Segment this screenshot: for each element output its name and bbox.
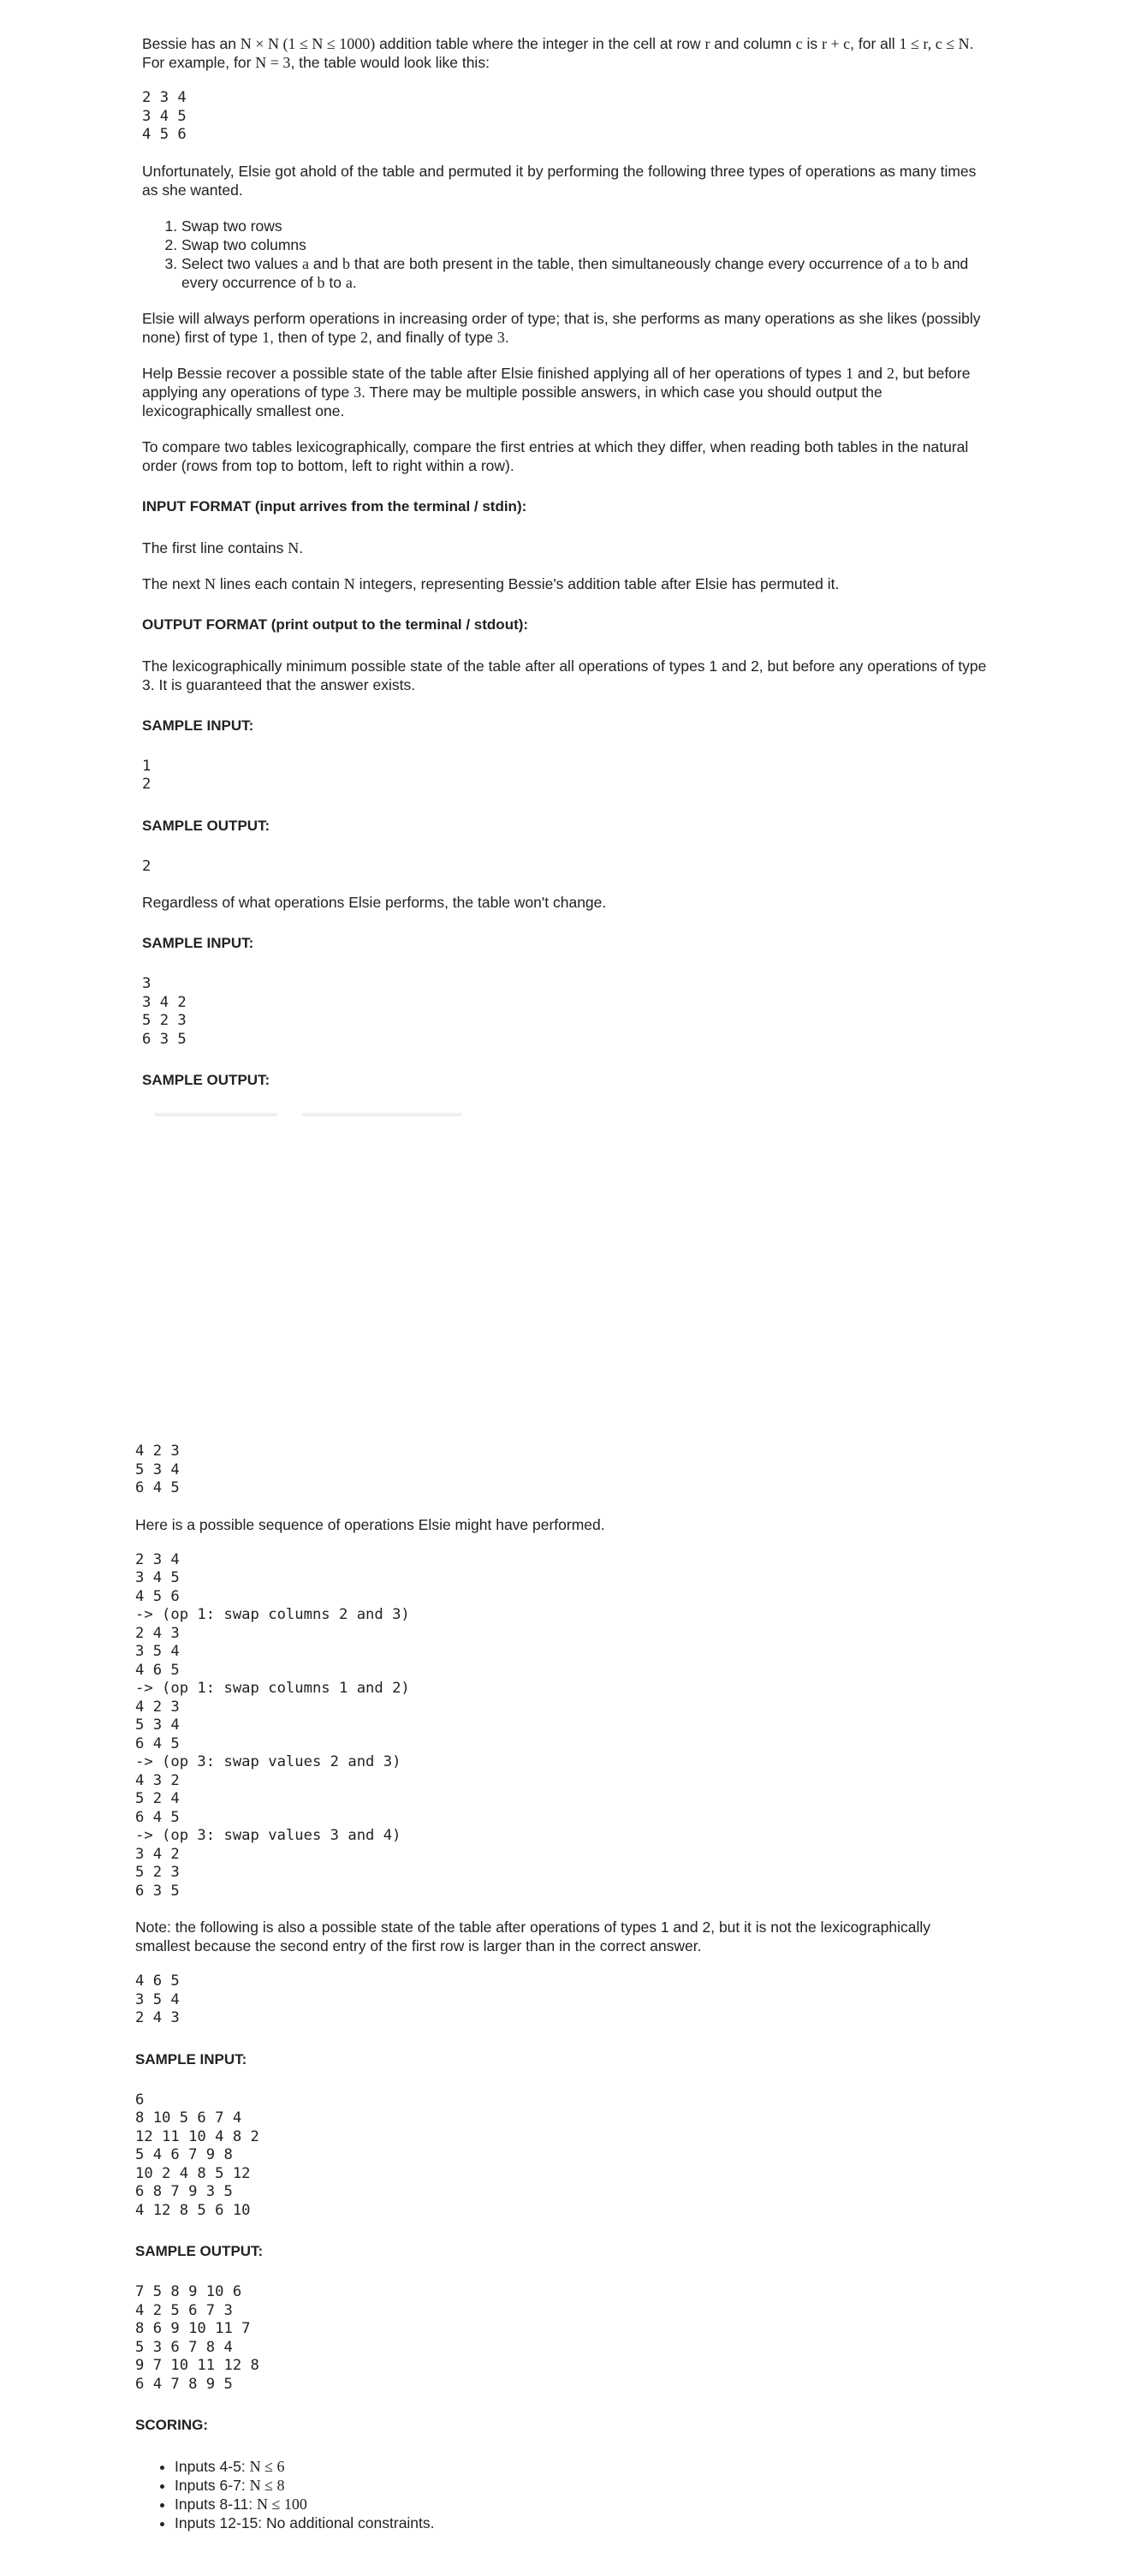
math: a — [903, 254, 911, 272]
math: N — [288, 538, 300, 556]
math: N — [204, 574, 216, 592]
math: r + c — [822, 35, 851, 52]
sample-output: 4 2 3 5 3 4 6 4 5 — [135, 1443, 180, 1496]
alternative-table: 4 6 5 3 5 4 2 4 3 — [135, 1972, 180, 2026]
text: The next — [142, 574, 205, 592]
sample-output: 7 5 8 9 10 6 4 2 5 6 7 3 8 6 9 10 11 7 5 3 6 7 8 4 9 7 10 11 12 8 6 4 7 8 9 5 — [135, 2283, 259, 2393]
scoring-item: • Inputs 12-15: No additional constraints. — [175, 2514, 989, 2532]
math: 1 — [262, 328, 270, 346]
text: Inputs 8-11: — [175, 2496, 257, 2513]
text: lines each contain — [215, 574, 344, 592]
math: N ≤ 100 — [257, 2496, 307, 2513]
sample-input: 1 2 — [142, 757, 152, 793]
text: Help Bessie recover a possible state of the table after Elsie finished applying all of her operations of types — [142, 364, 846, 382]
output-format-heading: OUTPUT FORMAT (print output to the terminal / stdout): — [142, 616, 529, 633]
math: N — [343, 574, 355, 592]
math: c — [795, 35, 803, 52]
math: a — [302, 254, 310, 272]
math: b — [342, 254, 350, 272]
operation-item — [181, 254, 989, 292]
text: Select two values — [181, 254, 303, 272]
text: . For example, for — [142, 35, 974, 71]
problem-statement-top — [142, 34, 989, 1112]
text: , the table would look like this: — [290, 54, 490, 71]
text: and — [309, 254, 342, 272]
sample-output-heading: SAMPLE OUTPUT: — [142, 817, 270, 834]
sequence-intro: Here is a possible sequence of operations Elsie might have performed. — [135, 1515, 605, 1533]
text: and — [853, 364, 887, 382]
sample-output-heading: SAMPLE OUTPUT: — [135, 2243, 264, 2259]
text: and column — [710, 35, 796, 52]
text: Inputs 6-7: — [175, 2477, 250, 2494]
math: N ≤ 8 — [249, 2477, 285, 2494]
sample-output-heading: SAMPLE OUTPUT: — [142, 1072, 270, 1088]
text: to — [910, 254, 932, 272]
math: N ≤ 6 — [249, 2458, 285, 2475]
scoring-heading: SCORING: — [135, 2417, 208, 2433]
text: to — [324, 273, 346, 291]
text: . — [504, 328, 509, 346]
scoring-list — [135, 2457, 989, 2532]
text: , then of type — [270, 328, 361, 346]
math: N × N (1 ≤ N ≤ 1000) — [240, 35, 376, 52]
sample-input-heading: SAMPLE INPUT: — [142, 717, 254, 734]
operation-item: 2. Swap two columns — [181, 235, 989, 254]
output-format-text: The lexicographically minimum possible state of the table after all operations of types 1 and 2, but before any operations of type 3. It is guaranteed that the answer exists. — [142, 657, 987, 693]
scoring-item — [175, 2457, 989, 2476]
text: Elsie will always perform operations in increasing order of type; that is, she performs as many operations as she likes (possibly none) first of type — [142, 309, 981, 346]
example-table: 2 3 4 3 4 5 4 5 6 — [142, 89, 187, 143]
text: is — [802, 35, 823, 52]
input-format-heading: INPUT FORMAT (input arrives from the terminal / stdin): — [142, 497, 527, 515]
math: 3 — [496, 328, 505, 346]
math: r — [704, 35, 710, 52]
math: b — [317, 273, 325, 291]
text: . — [352, 273, 357, 291]
scoring-item — [175, 2495, 989, 2514]
intro-paragraph — [142, 34, 989, 72]
text: . There may be multiple possible answers, in which case you should output the lexicographically smallest one. — [142, 383, 882, 419]
help-paragraph — [142, 364, 989, 420]
math: 2 — [886, 364, 894, 382]
blank-region — [0, 1113, 1123, 1438]
math: 1 — [846, 364, 853, 382]
math: b — [931, 254, 940, 272]
sample-input: 6 8 10 5 6 7 4 12 11 10 4 8 2 5 4 6 7 9 8 10 2 4 8 5 12 6 8 7 9 3 5 4 12 8 5 6 10 — [135, 2091, 259, 2219]
text: The first line contains — [142, 538, 288, 556]
math: a — [345, 273, 353, 291]
text: , for all — [850, 35, 900, 52]
text: , but before applying any operations of type — [142, 364, 971, 401]
text: , and finally of type — [368, 328, 497, 346]
sample-input: 3 3 4 2 5 2 3 6 3 5 — [142, 975, 187, 1048]
text: Bessie has an — [142, 35, 241, 52]
math: 1 ≤ r, c ≤ N — [899, 35, 970, 52]
permuted-paragraph: Unfortunately, Elsie got ahold of the table and permuted it by performing the following three types of operations as many times as she wanted. — [142, 162, 977, 199]
text: and every occurrence of — [181, 254, 969, 291]
text: addition table where the integer in the cell at row — [375, 35, 705, 52]
operations-list — [142, 217, 989, 292]
operation-sequence: 2 3 4 3 4 5 4 5 6 -> (op 1: swap columns 2 and 3) 2 4 3 3 5 4 4 6 5 -> (op 1: swap columns 1 and 2) 4 2 3 5 3 4 6 4 5 -> (op 3: swap values 2 and 3) 4 3 2 5 2 4 6 4 5 -> (op 3: swap values 3 and 4) 3 4 2 5 2 3 6 3 5 — [135, 1550, 410, 1900]
text: that are both present in the table, then simultaneously change every occurrence of — [349, 254, 904, 272]
scoring-item — [175, 2476, 989, 2495]
input-format-line1 — [142, 538, 989, 557]
math: 3 — [354, 383, 362, 401]
order-paragraph — [142, 309, 989, 347]
note-paragraph: Note: the following is also a possible state of the table after operations of types 1 and 2, but it is not the lexicographically smallest because the second entry of the first row is larger than in the correct answer. — [135, 1919, 931, 1954]
math: N = 3 — [255, 54, 291, 71]
problem-statement-bottom — [135, 1443, 989, 2549]
compare-paragraph: To compare two tables lexicographically, compare the first entries at which they differ, when reading both tables in the natural order (rows from top to bottom, left to right within a row). — [142, 437, 969, 474]
sample-note: Regardless of what operations Elsie performs, the table won't change. — [142, 894, 607, 911]
sample-output: 2 — [142, 857, 152, 875]
text: . — [299, 538, 304, 556]
sample-input-heading: SAMPLE INPUT: — [135, 2050, 247, 2067]
text: integers, representing Bessie's addition table after Elsie has permuted it. — [354, 574, 840, 592]
faded-text-fragment — [154, 1113, 462, 1116]
input-format-line2 — [142, 574, 989, 593]
math: 2 — [360, 328, 369, 346]
sample-input-heading: SAMPLE INPUT: — [142, 935, 254, 951]
text: Inputs 4-5: — [175, 2458, 250, 2475]
operation-item: 1. Swap two rows — [181, 217, 989, 235]
